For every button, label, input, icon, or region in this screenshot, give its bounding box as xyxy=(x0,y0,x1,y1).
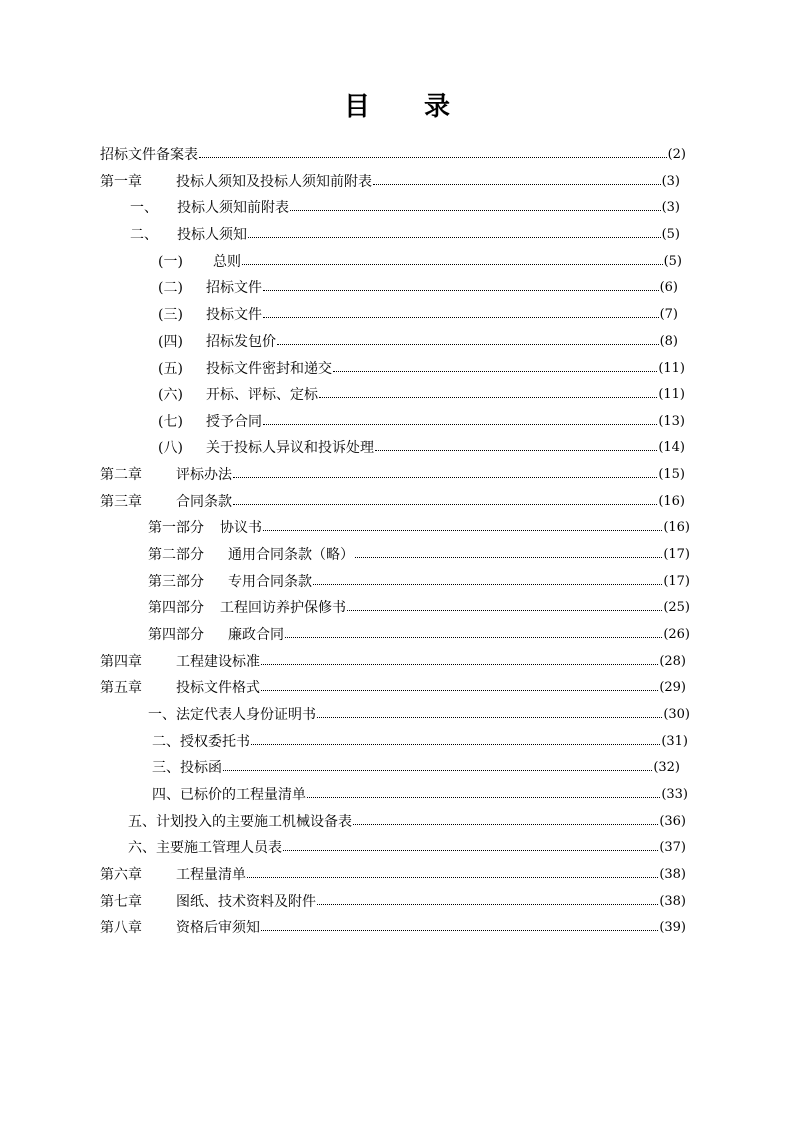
leader-dots xyxy=(307,797,660,798)
toc-entry[interactable] xyxy=(158,251,682,271)
toc-entry-number: 第六章 xyxy=(100,867,142,883)
toc-entry-page: (5) xyxy=(663,253,682,269)
toc-entry-text: 工程回访养护保修书 xyxy=(220,600,346,616)
toc-entry-page: (15) xyxy=(658,466,685,482)
toc-entry[interactable] xyxy=(148,704,690,724)
leader-dots xyxy=(261,664,658,665)
leader-dots xyxy=(261,690,658,691)
leader-dots xyxy=(333,371,657,372)
toc-entry-number: (三) xyxy=(158,307,183,323)
toc-entry-text: 工程建设标准 xyxy=(176,654,260,670)
leader-dots xyxy=(223,770,652,771)
toc-entry-page: (29) xyxy=(659,679,686,695)
toc-entry-page: (3) xyxy=(661,173,680,189)
toc-entry-number: 一、 xyxy=(130,200,158,216)
toc-entry-text: 五、计划投入的主要施工机械设备表 xyxy=(128,814,352,830)
toc-entry[interactable] xyxy=(100,491,685,511)
toc-entry-page: (11) xyxy=(658,360,685,376)
toc-entry[interactable] xyxy=(148,571,690,591)
toc-entry[interactable] xyxy=(100,891,686,911)
toc-entry-text: 评标办法 xyxy=(176,467,232,483)
toc-entry-page: (6) xyxy=(659,279,678,295)
leader-dots xyxy=(263,290,659,291)
toc-entry[interactable] xyxy=(158,384,685,404)
toc-entry[interactable] xyxy=(100,464,685,484)
toc-entry-text: 投标人须知及投标人须知前附表 xyxy=(176,174,372,190)
toc-entry-page: (38) xyxy=(659,893,686,909)
toc-entry[interactable] xyxy=(152,757,680,777)
toc-entry-text: 三、投标函 xyxy=(152,760,222,776)
leader-dots xyxy=(247,877,658,878)
toc-entry[interactable] xyxy=(148,517,690,537)
toc-entry-number: 第二章 xyxy=(100,467,142,483)
toc-entry-page: (30) xyxy=(663,706,690,722)
toc-entry-page: (16) xyxy=(663,519,690,535)
toc-entry-text: 投标人须知 xyxy=(177,227,247,243)
leader-dots xyxy=(263,317,659,318)
toc-entry[interactable] xyxy=(148,597,690,617)
toc-entry-text: 资格后审须知 xyxy=(176,920,260,936)
toc-entry-number: (四) xyxy=(158,334,183,350)
toc-entry-number: 第五章 xyxy=(100,680,142,696)
leader-dots xyxy=(199,157,667,158)
toc-entry-number: 第四章 xyxy=(100,654,142,670)
toc-entry-page: (39) xyxy=(659,919,686,935)
toc-entry-number: 二、 xyxy=(130,227,158,243)
toc-entry-page: (28) xyxy=(659,653,686,669)
toc-entry-text: 廉政合同 xyxy=(228,627,284,643)
leader-dots xyxy=(353,824,658,825)
leader-dots xyxy=(251,744,660,745)
toc-entry-text: 工程量清单 xyxy=(176,867,246,883)
title-char-1: 目 xyxy=(343,92,370,122)
leader-dots xyxy=(285,637,662,638)
toc-entry-number: (七) xyxy=(158,414,183,430)
leader-dots xyxy=(242,264,663,265)
toc-entry[interactable] xyxy=(152,731,688,751)
toc-entry[interactable] xyxy=(158,411,685,431)
leader-dots xyxy=(319,397,657,398)
toc-entry-text: 四、已标价的工程量清单 xyxy=(152,787,306,803)
title-char-2: 录 xyxy=(424,92,451,122)
toc-entry-text: 投标文件 xyxy=(206,307,262,323)
toc-entry-page: (16) xyxy=(658,493,685,509)
toc-entry[interactable] xyxy=(100,651,686,671)
toc-entry-text: 协议书 xyxy=(220,520,262,536)
leader-dots xyxy=(283,850,658,851)
toc-entry-text: 投标文件格式 xyxy=(176,680,260,696)
toc-entry-page: (14) xyxy=(658,439,685,455)
leader-dots xyxy=(261,930,658,931)
leader-dots xyxy=(375,450,657,451)
leader-dots xyxy=(313,584,662,585)
toc-entry-text: 六、主要施工管理人员表 xyxy=(128,840,282,856)
toc-entry[interactable] xyxy=(128,811,686,831)
leader-dots xyxy=(233,477,657,478)
toc-entry[interactable] xyxy=(148,624,690,644)
toc-entry[interactable] xyxy=(100,917,686,937)
toc-entry[interactable] xyxy=(100,144,686,164)
leader-dots xyxy=(248,237,661,238)
toc-entry-text: 关于投标人异议和投诉处理 xyxy=(206,440,374,456)
leader-dots xyxy=(233,504,657,505)
toc-entry[interactable] xyxy=(130,197,680,217)
toc-entry[interactable] xyxy=(100,677,686,697)
toc-entry-page: (5) xyxy=(661,226,680,242)
page-title xyxy=(0,86,794,123)
toc-entry-text: 总则 xyxy=(213,254,241,270)
toc-entry-page: (3) xyxy=(661,199,680,215)
toc-entry[interactable] xyxy=(158,277,678,297)
leader-dots xyxy=(263,530,662,531)
leader-dots xyxy=(373,184,661,185)
toc-entry-number: 第一章 xyxy=(100,174,142,190)
toc-entry-text: 一、法定代表人身份证明书 xyxy=(148,707,316,723)
toc-entry-number: (八) xyxy=(158,440,183,456)
toc-entry-text: 招标文件 xyxy=(206,280,262,296)
toc-entry-number: (六) xyxy=(158,387,183,403)
toc-entry-number: 第三部分 xyxy=(148,574,204,590)
toc-entry[interactable] xyxy=(130,224,680,244)
toc-entry-page: (26) xyxy=(663,626,690,642)
toc-entry[interactable] xyxy=(148,544,690,564)
toc-entry-page: (31) xyxy=(661,733,688,749)
toc-entry-page: (7) xyxy=(659,306,678,322)
toc-entry-number: 第一部分 xyxy=(148,520,204,536)
toc-entry-page: (13) xyxy=(658,413,685,429)
leader-dots xyxy=(263,424,657,425)
toc-entry-number: (五) xyxy=(158,361,183,377)
toc-entry-page: (17) xyxy=(663,546,690,562)
toc-entry[interactable] xyxy=(128,837,686,857)
toc-entry-text: 投标文件密封和递交 xyxy=(206,361,332,377)
toc-entry[interactable] xyxy=(158,358,685,378)
toc-entry[interactable] xyxy=(100,171,680,191)
toc-entry-page: (33) xyxy=(661,786,688,802)
leader-dots xyxy=(355,557,662,558)
leader-dots xyxy=(317,717,662,718)
toc-entry-text: 授予合同 xyxy=(206,414,262,430)
toc-entry-number: 第七章 xyxy=(100,894,142,910)
leader-dots xyxy=(277,344,659,345)
toc-entry-page: (2) xyxy=(667,146,686,162)
toc-entry-text: 投标人须知前附表 xyxy=(177,200,289,216)
toc-entry-text: 二、授权委托书 xyxy=(152,734,250,750)
leader-dots xyxy=(317,904,658,905)
toc-entry-page: (36) xyxy=(659,813,686,829)
toc-entry-number: 第八章 xyxy=(100,920,142,936)
toc-entry-number: (一) xyxy=(158,254,183,270)
leader-dots xyxy=(290,210,661,211)
toc-entry-page: (37) xyxy=(659,839,686,855)
toc-entry[interactable] xyxy=(158,437,685,457)
toc-entry-page: (25) xyxy=(663,599,690,615)
leader-dots xyxy=(347,610,662,611)
toc-entry[interactable] xyxy=(100,864,686,884)
toc-entry-number: 第四部分 xyxy=(148,627,204,643)
toc-entry[interactable] xyxy=(158,331,678,351)
toc-entry-number: 第四部分 xyxy=(148,600,204,616)
toc-entry-text: 招标发包价 xyxy=(206,334,276,350)
toc-entry-number: (二) xyxy=(158,280,183,296)
toc-entry-text: 专用合同条款 xyxy=(228,574,312,590)
toc-entry-page: (38) xyxy=(659,866,686,882)
toc-entry-page: (17) xyxy=(663,573,690,589)
toc-entry-page: (32) xyxy=(653,759,680,775)
toc-entry-text: 招标文件备案表 xyxy=(100,147,198,163)
toc-entry[interactable] xyxy=(158,304,678,324)
toc-entry-number: 第三章 xyxy=(100,494,142,510)
toc-entry-text: 开标、评标、定标 xyxy=(206,387,318,403)
toc-entry-page: (8) xyxy=(659,333,678,349)
toc-entry-text: 通用合同条款（略） xyxy=(228,547,354,563)
toc-entry-number: 第二部分 xyxy=(148,547,204,563)
toc-entry-text: 图纸、技术资料及附件 xyxy=(176,894,316,910)
toc-entry-page: (11) xyxy=(658,386,685,402)
toc-entry[interactable] xyxy=(152,784,688,804)
toc-entry-text: 合同条款 xyxy=(176,494,232,510)
